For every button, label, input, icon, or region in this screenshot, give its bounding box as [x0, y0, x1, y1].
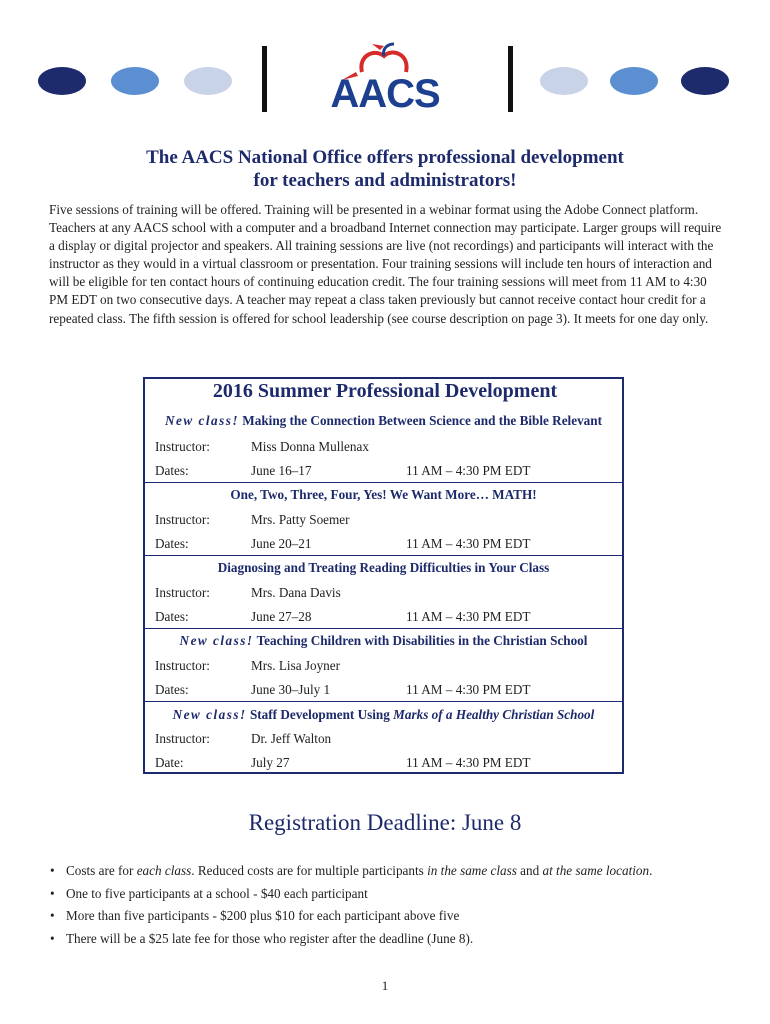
dates-label: Dates:: [155, 682, 189, 697]
bullet-emphasis: in the same class: [427, 863, 517, 878]
new-class-label: New class!: [172, 707, 247, 722]
dates-label: Dates:: [155, 609, 189, 624]
schedule-title: 2016 Summer Professional Development: [212, 380, 558, 402]
course-title-text: Staff Development Using: [249, 707, 390, 722]
new-class-label: New class!: [165, 413, 239, 428]
decor-oval-4: [540, 67, 588, 95]
course-time: 11 AM – 4:30 PM EDT: [406, 536, 531, 551]
instructor-name: Mrs. Lisa Joyner: [251, 658, 341, 673]
aacs-logo: [322, 42, 448, 122]
course-title: [145, 487, 622, 503]
decor-oval-3: [184, 67, 232, 95]
instructor-label: Instructor:: [155, 512, 210, 527]
course-title-italic: Marks of a Healthy Christian School: [393, 707, 595, 722]
bullet-text: Costs are for: [66, 863, 137, 878]
heading-line-1: The AACS National Office offers professional development: [146, 147, 624, 168]
bullet-text: .: [649, 863, 653, 878]
course-title: [145, 633, 622, 649]
instructor-name: Miss Donna Mullenax: [251, 439, 369, 454]
instructor-name: Mrs. Dana Davis: [251, 585, 341, 600]
instructor-label: Instructor:: [155, 731, 210, 746]
list-item: • More than five participants - $200 plus $10 for each participant above five: [50, 905, 730, 928]
list-item: [50, 860, 730, 883]
decor-bar-right: [508, 46, 513, 112]
instructor-name: Dr. Jeff Walton: [251, 731, 332, 746]
course-title: [145, 707, 622, 723]
registration-deadline: Registration Deadline: June 8: [248, 810, 522, 835]
instructor-label: Instructor:: [155, 585, 210, 600]
instructor-label: Instructor:: [155, 439, 210, 454]
list-item: • One to five participants at a school - $40 each participant: [50, 883, 730, 906]
course-dates: July 27: [251, 755, 290, 770]
course-title: [145, 413, 622, 429]
course-dates: June 20–21: [251, 536, 312, 551]
dates-label: Dates:: [155, 463, 189, 478]
course-divider: [145, 482, 622, 483]
course-time: 11 AM – 4:30 PM EDT: [406, 682, 531, 697]
course-divider: [145, 628, 622, 629]
decor-bar-left: [262, 46, 267, 112]
decor-oval-6: [681, 67, 729, 95]
heading-line-2: for teachers and administrators!: [253, 170, 517, 191]
new-class-label: New class!: [179, 633, 254, 648]
bullet-emphasis: at the same location: [542, 863, 650, 878]
course-time: 11 AM – 4:30 PM EDT: [406, 609, 531, 624]
course-time: 11 AM – 4:30 PM EDT: [406, 463, 531, 478]
course-divider: [145, 701, 622, 702]
instructor-label: Instructor:: [155, 658, 210, 673]
bullet-emphasis: each class: [136, 863, 192, 878]
instructor-name: Mrs. Patty Soemer: [251, 512, 350, 527]
course-dates: June 27–28: [251, 609, 312, 624]
cost-list: [50, 860, 730, 950]
dates-label: Date:: [155, 755, 184, 770]
course-dates: June 16–17: [251, 463, 312, 478]
bullet-text: and: [516, 863, 543, 878]
decor-oval-5: [610, 67, 658, 95]
course-title: [145, 560, 622, 576]
decor-oval-1: [38, 67, 86, 95]
list-item: • There will be a $25 late fee for those who register after the deadline (June 8).: [50, 928, 730, 951]
course-title-text: Diagnosing and Treating Reading Difficulties in Your Class: [217, 560, 550, 575]
page-heading: [50, 146, 720, 192]
course-title-text: Teaching Children with Disabilities in the Christian School: [256, 633, 588, 648]
course-time: 11 AM – 4:30 PM EDT: [406, 755, 531, 770]
bullet-text: . Reduced costs are for multiple participants: [191, 863, 428, 878]
intro-paragraph: Five sessions of training will be offered. Training will be presented in a webinar format using the Adobe Connect platform. Teachers at any AACS school with a computer and a broadband Internet connection may participate. Larger groups will require a display or digital projector and speakers. All training sessions are live (not recordings) and participants will interact with the instructor as they would in a virtual classroom or presentation. Four training sessions will include ten hours of interaction and will be eligible for ten contact hours of continuing education credit. The four training sessions will meet from 11 AM to 4:30 PM EDT on two consecutive days. A teacher may repeat a class taken previously but cannot receive contact hour credit for a repeated class. The fifth session is offered for school leadership (see course description on page 3). It meets for one day only.: [49, 202, 722, 326]
course-divider: [145, 555, 622, 556]
dates-label: Dates:: [155, 536, 189, 551]
decor-oval-2: [111, 67, 159, 95]
course-title-text: Making the Connection Between Science and the Bible Relevant: [242, 413, 602, 428]
logo-text: AACS: [330, 72, 440, 116]
course-title-text: One, Two, Three, Four, Yes! We Want More… MATH!: [230, 487, 537, 502]
course-dates: June 30–July 1: [251, 682, 331, 697]
page-number: 1: [381, 978, 389, 993]
